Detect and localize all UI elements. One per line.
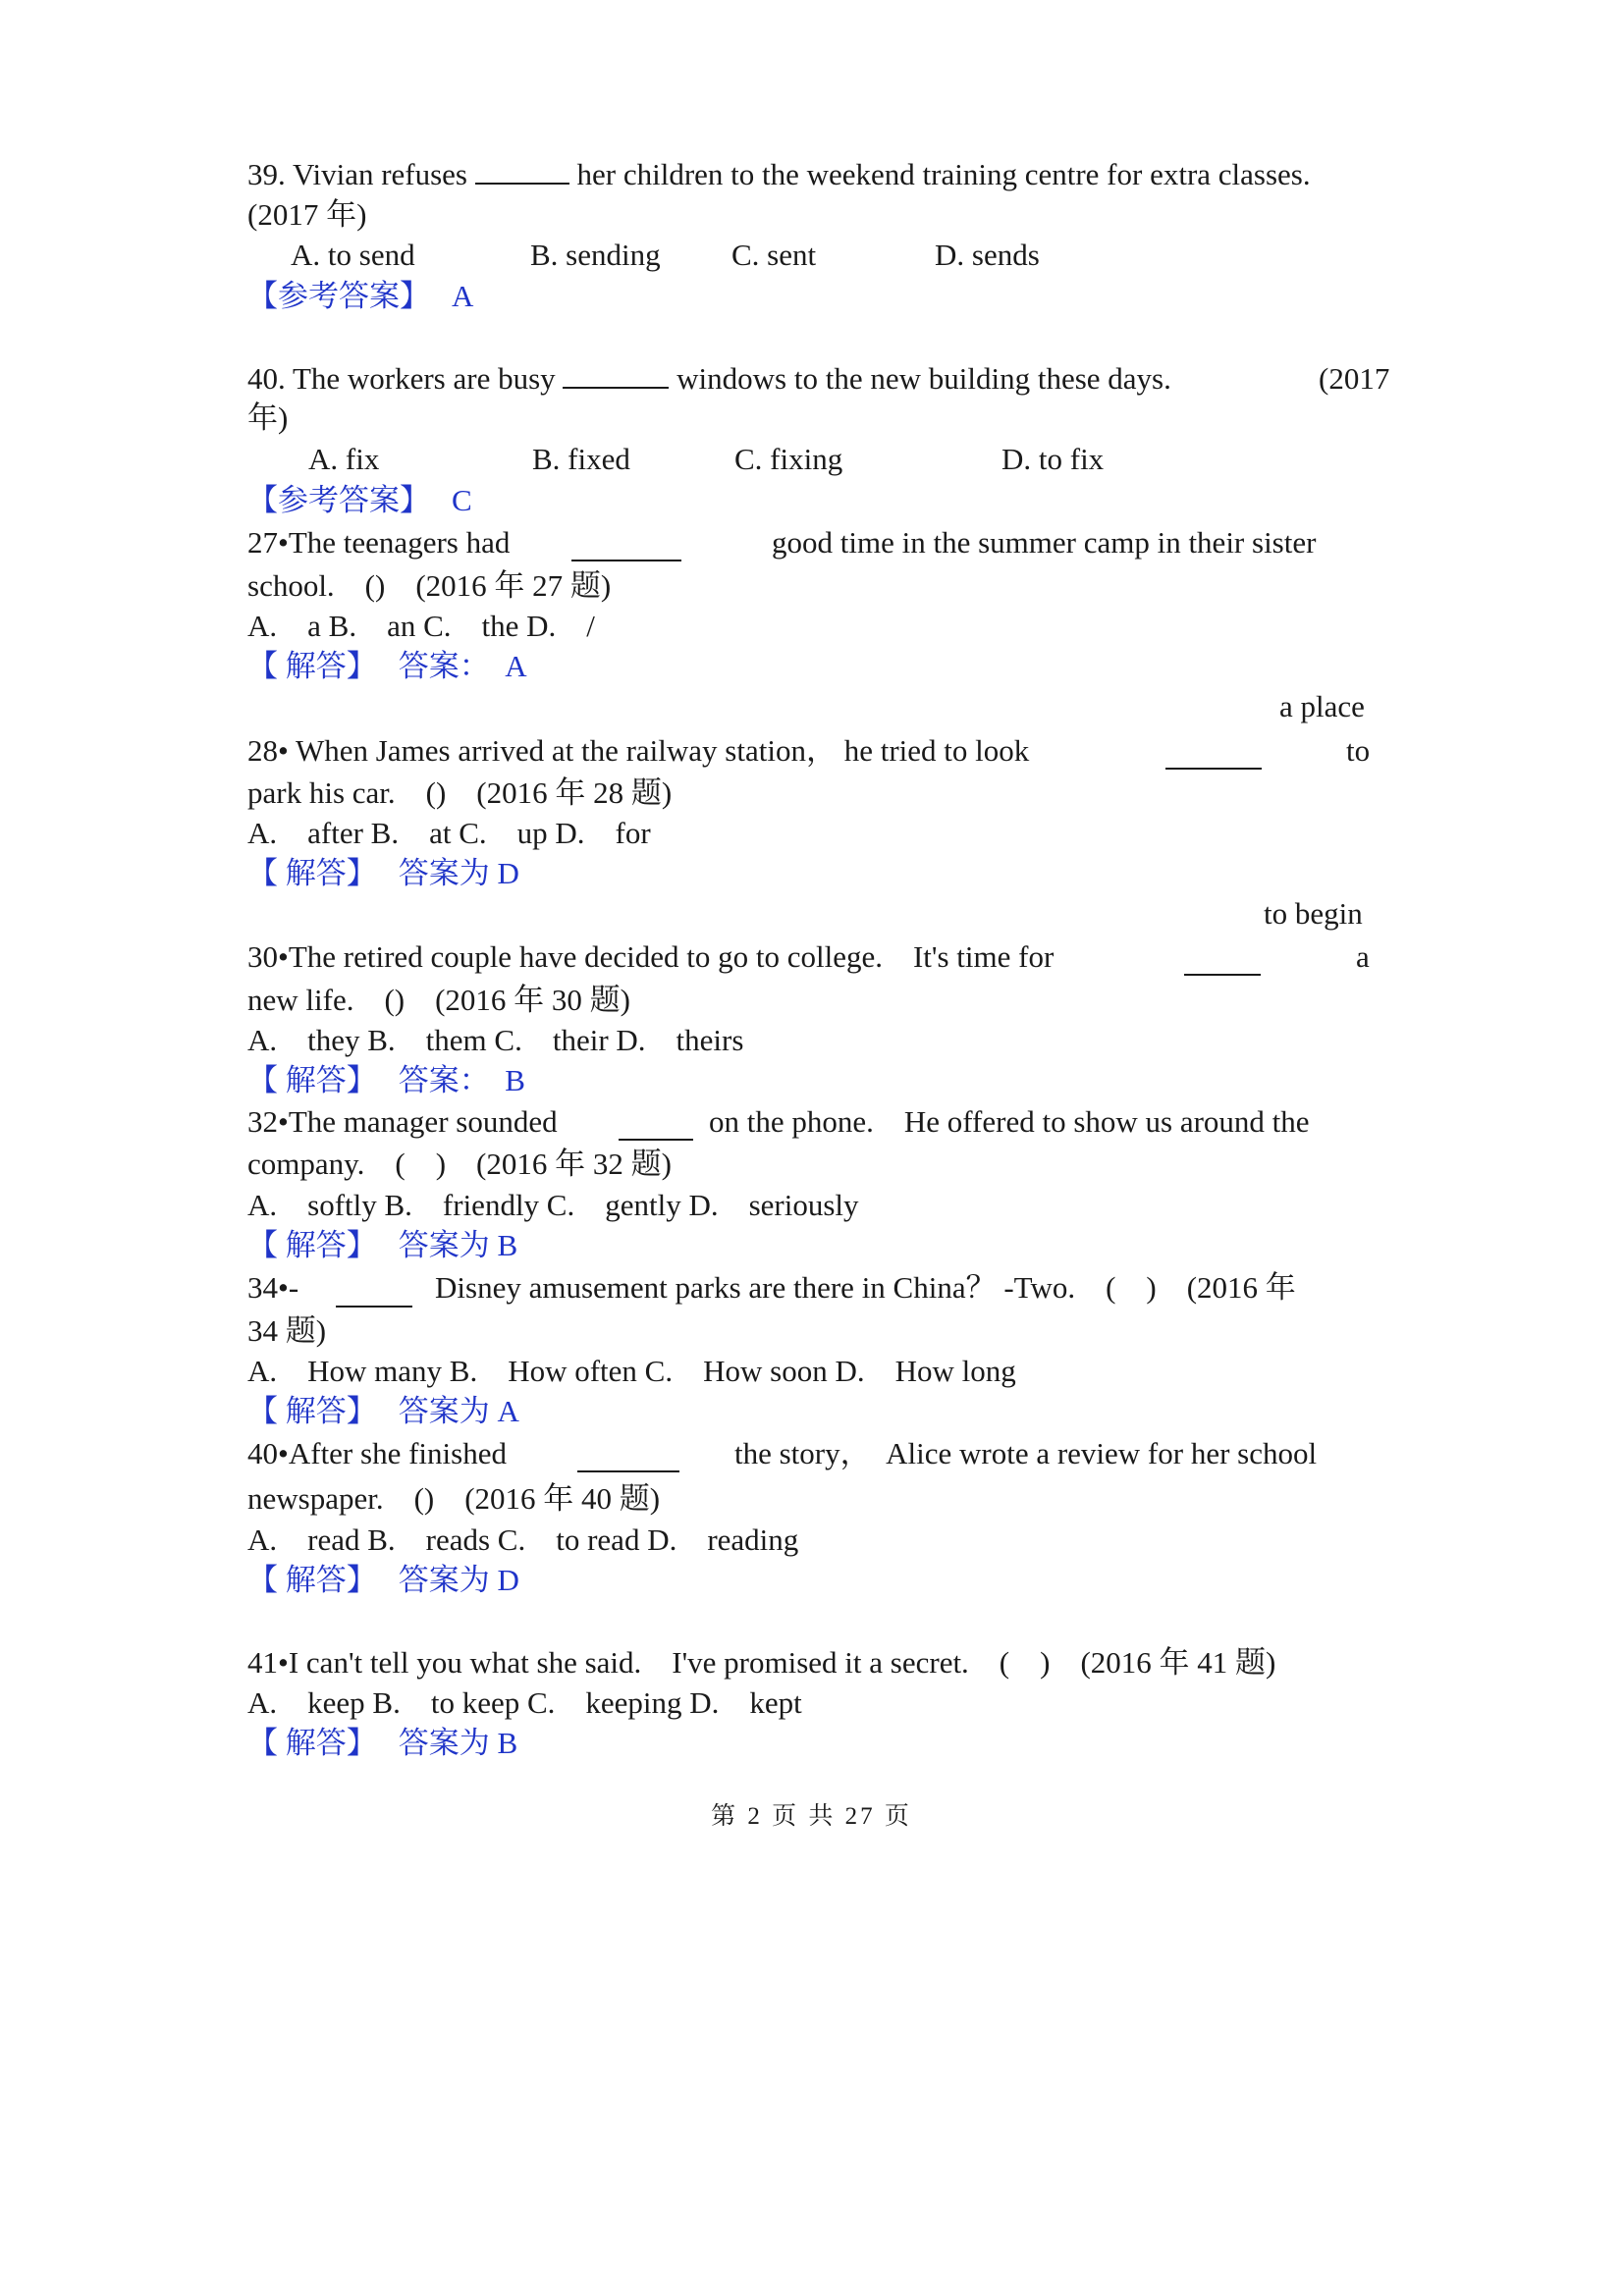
- question-32-stem-end: on the phone. He offered to show us around the: [709, 1104, 1310, 1139]
- answer-blank: [1184, 974, 1261, 976]
- question-40b-options: A. read B. reads C. to read D. reading: [247, 1522, 799, 1557]
- question-34-stem: 34•-: [247, 1270, 299, 1305]
- question-30-stem-end: a: [1356, 939, 1370, 974]
- question-41-stem: 41•I can't tell you what she said. I've promised it a secret. ( ) (2016 年 41 题): [247, 1645, 1276, 1680]
- question-30-options: A. they B. them C. their D. theirs: [247, 1023, 744, 1057]
- question-28-stem: 28• When James arrived at the railway station， he tried to look: [247, 733, 1030, 768]
- question-40b-stem: 40•After she finished: [247, 1436, 507, 1470]
- question-27-year: school. () (2016 年 27 题): [247, 568, 612, 603]
- question-30-stem: 30•The retired couple have decided to go to college. It's time for: [247, 939, 1055, 974]
- answer-blank: [563, 383, 669, 389]
- question-32-answer: 【 解答】 答案为 B: [247, 1228, 518, 1262]
- question-40b-stem-end: the story， Alice wrote a review for her school: [734, 1436, 1318, 1470]
- question-28-year: park his car. () (2016 年 28 题): [247, 775, 673, 810]
- question-41-answer: 【 解答】 答案为 B: [247, 1726, 518, 1760]
- question-34-options: A. How many B. How often C. How soon D. How long: [247, 1354, 1016, 1388]
- question-39-year: (2017 年): [247, 197, 367, 232]
- question-28-stem-end: to: [1346, 733, 1371, 768]
- question-39-options: A. to send B. sending C. sent D. sends: [291, 238, 1040, 272]
- question-27-stem: 27•The teenagers had: [247, 525, 511, 560]
- question-30-hint: to begin: [1264, 896, 1363, 931]
- question-30-answer: 【 解答】 答案： B: [247, 1063, 525, 1097]
- question-28-hint: a place: [1279, 689, 1365, 723]
- answer-blank: [1165, 768, 1262, 770]
- question-27-stem-end: good time in the summer camp in their sister: [772, 525, 1317, 560]
- question-30-year: new life. () (2016 年 30 题): [247, 983, 630, 1017]
- question-40-options: A. fix B. fixed C. fixing D. to fix: [308, 442, 1105, 476]
- answer-blank: [336, 1306, 412, 1308]
- answer-blank: [577, 1470, 679, 1472]
- question-39-answer: 【参考答案】 A: [247, 279, 474, 313]
- question-40-year-end: 年): [247, 400, 289, 435]
- question-28-answer: 【 解答】 答案为 D: [247, 856, 519, 890]
- answer-blank: [571, 560, 681, 561]
- page-footer: 第 2 页 共 27 页: [711, 1803, 912, 1830]
- question-28-options: A. after B. at C. up D. for: [247, 816, 651, 850]
- question-34-answer: 【 解答】 答案为 A: [247, 1394, 519, 1428]
- question-40-stem: 40. The workers are busy windows to the new building these days.: [247, 361, 1171, 396]
- answer-blank: [475, 179, 569, 185]
- answer-blank: [619, 1139, 693, 1141]
- question-40b-year: newspaper. () (2016 年 40 题): [247, 1481, 661, 1516]
- question-27-answer: 【 解答】 答案： A: [247, 649, 527, 683]
- question-27-options: A. a B. an C. the D. /: [247, 609, 595, 643]
- question-40b-answer: 【 解答】 答案为 D: [247, 1563, 519, 1597]
- question-34-stem-end: Disney amusement parks are there in China？ -Two. ( ) (2016 年: [435, 1270, 1296, 1305]
- question-32-year: company. ( ) (2016 年 32 题): [247, 1147, 672, 1181]
- question-32-options: A. softly B. friendly C. gently D. seriously: [247, 1188, 859, 1222]
- question-34-year: 34 题): [247, 1313, 327, 1348]
- question-39-stem: 39. Vivian refuses her children to the weekend training centre for extra classes.: [247, 157, 1311, 191]
- question-40-year-start: (2017: [1319, 361, 1390, 396]
- question-41-options: A. keep B. to keep C. keeping D. kept: [247, 1685, 802, 1720]
- question-32-stem: 32•The manager sounded: [247, 1104, 558, 1139]
- question-40-answer: 【参考答案】 C: [247, 483, 472, 517]
